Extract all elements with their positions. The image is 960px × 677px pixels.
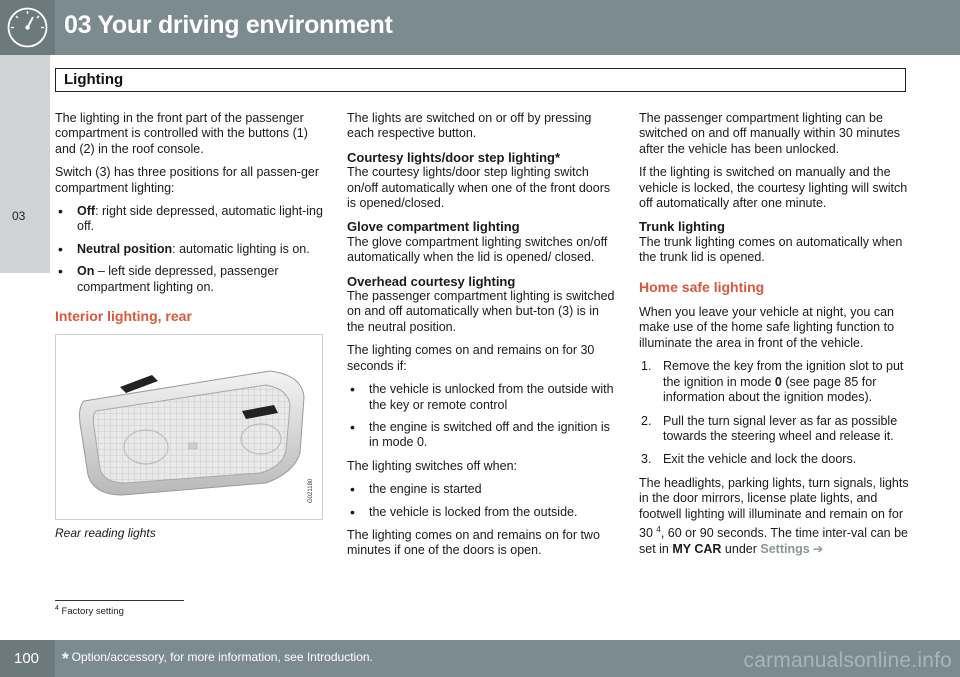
- list-text: : automatic lighting is on.: [172, 241, 310, 256]
- heading-trunk-lighting: Trunk lighting: [639, 219, 725, 235]
- list-item: [55, 204, 323, 235]
- paragraph: If the lighting is switched on manually and the vehicle is locked, the courtesy lighting will switch off automatically after one minute.: [639, 165, 908, 211]
- list-item: • the engine is started: [347, 482, 615, 497]
- lighting-off-conditions-list: [347, 482, 615, 520]
- step-text: Exit the vehicle and lock the doors.: [663, 452, 857, 467]
- chapter-title: 03 Your driving environment: [64, 11, 393, 39]
- rear-reading-lights-figure: [55, 334, 323, 520]
- step-number: 3.: [641, 452, 652, 467]
- list-item: [639, 359, 909, 405]
- step-text: (see page 85 for information about the ignition modes).: [663, 374, 877, 405]
- rear-reading-light-illustration: [56, 335, 322, 519]
- footer-note-text: Option/accessory, for more information, see Introduction.: [71, 650, 373, 664]
- heading-courtesy-lights: Courtesy lights/door step lighting*: [347, 149, 561, 165]
- footer-note: [62, 649, 373, 669]
- paragraph: The passenger compartment lighting can be switched on and off manually within 30 minutes after the vehicle has been unlocked.: [639, 111, 901, 156]
- list-text: – left side depressed, passenger compartment lighting on.: [77, 264, 279, 294]
- list-item: [55, 242, 323, 257]
- menu-name-my-car: MY CAR: [672, 541, 722, 556]
- figure-caption: Rear reading lights: [55, 526, 156, 541]
- list-term: Neutral position: [77, 241, 173, 256]
- paragraph: Switch (3) has three positions for all passen-ger compartment lighting:: [55, 165, 320, 195]
- list-term: Off: [77, 204, 96, 219]
- list-item: [639, 452, 909, 467]
- footnote: [55, 605, 124, 617]
- list-text: : right side depressed, automatic light-ing off.: [77, 204, 323, 234]
- paragraph: The passenger compartment lighting is switched on and off automatically when but-ton (3) is in the neutral position.: [347, 289, 615, 334]
- footnote-ref[interactable]: 4: [656, 524, 661, 534]
- footnote-divider: [55, 600, 184, 601]
- paragraph: When you leave your vehicle at night, you can make use of the home safe lighting function to illuminate the area in front of the vehicle.: [639, 305, 895, 350]
- paragraph: The lighting comes on and remains on for two minutes if one of the doors is open.: [347, 527, 600, 558]
- page-number: 100: [14, 650, 40, 667]
- figure-code: G021180: [308, 479, 314, 504]
- paragraph-text: , 60 or 90 seconds. The time inter-val can be set in: [639, 526, 908, 556]
- heading-home-safe-lighting: Home safe lighting: [639, 278, 765, 295]
- column-3: [639, 111, 909, 565]
- page-footer: [0, 640, 960, 677]
- paragraph: The glove compartment lighting switches on/off automatically when the lid is opened/ closed.: [347, 234, 608, 265]
- settings-link[interactable]: Settings: [760, 541, 810, 556]
- paragraph: The trunk lighting comes on automatically when the trunk lid is opened.: [639, 234, 903, 265]
- lighting-on-conditions-list: [347, 382, 615, 451]
- chapter-header: [0, 0, 960, 55]
- paragraph: The lighting in the front part of the passenger compartment is controlled with the buttons (1) and (2) in the roof console.: [55, 111, 308, 156]
- step-number: 1.: [641, 359, 652, 374]
- column-1: [55, 111, 323, 542]
- chapter-tab-label: 03: [12, 209, 26, 223]
- paragraph-text: The headlights, parking lights, turn signals, lights in the door mirrors, license plate lights, and footwell lighting will illuminate and remain on for 30: [639, 475, 909, 541]
- page-number-box: [0, 640, 55, 677]
- list-item: • the vehicle is locked from the outside.: [347, 505, 615, 520]
- paragraph: [639, 476, 909, 557]
- section-title: Lighting: [64, 71, 124, 88]
- switch-positions-list: [55, 204, 323, 295]
- list-item: [55, 264, 323, 295]
- list-term: On: [77, 264, 95, 279]
- arrow-right-icon: ➔: [812, 541, 824, 556]
- list-item: [639, 414, 909, 445]
- step-text: Remove the key from the ignition slot to put the ignition in mode: [663, 359, 904, 389]
- watermark: carmanualsonline.info: [743, 649, 952, 672]
- speedometer-icon: [0, 0, 55, 55]
- paragraph: The courtesy lights/door step lighting switch on/off automatically when one of the front doors is opened/closed.: [347, 165, 611, 211]
- heading-overhead-courtesy: Overhead courtesy lighting: [347, 273, 516, 289]
- paragraph: The lighting switches off when:: [347, 458, 518, 473]
- asterisk: *: [62, 649, 69, 668]
- footnote-number: 4: [55, 605, 59, 612]
- column-2: [347, 111, 615, 567]
- home-safe-steps-list: [639, 359, 909, 467]
- list-item: • the engine is switched off and the ignition is in mode 0.: [347, 420, 615, 451]
- paragraph-text: under: [721, 541, 761, 556]
- list-item: • the vehicle is unlocked from the outside with the key or remote control: [347, 382, 615, 413]
- section-title-bar: [55, 68, 906, 92]
- paragraph: The lights are switched on or off by pressing each respective button.: [347, 111, 592, 141]
- paragraph: The lighting comes on and remains on for 30 seconds if:: [347, 343, 595, 373]
- heading-glove-compartment: Glove compartment lighting: [347, 219, 520, 235]
- step-number: 2.: [641, 413, 652, 428]
- heading-interior-lighting-rear: Interior lighting, rear: [55, 308, 192, 325]
- chapter-tab: [0, 55, 50, 273]
- step-text: Pull the turn signal lever as far as possible towards the steering wheel and release it.: [663, 413, 898, 443]
- footnote-text: Factory setting: [61, 606, 124, 618]
- step-mode: 0: [774, 374, 782, 389]
